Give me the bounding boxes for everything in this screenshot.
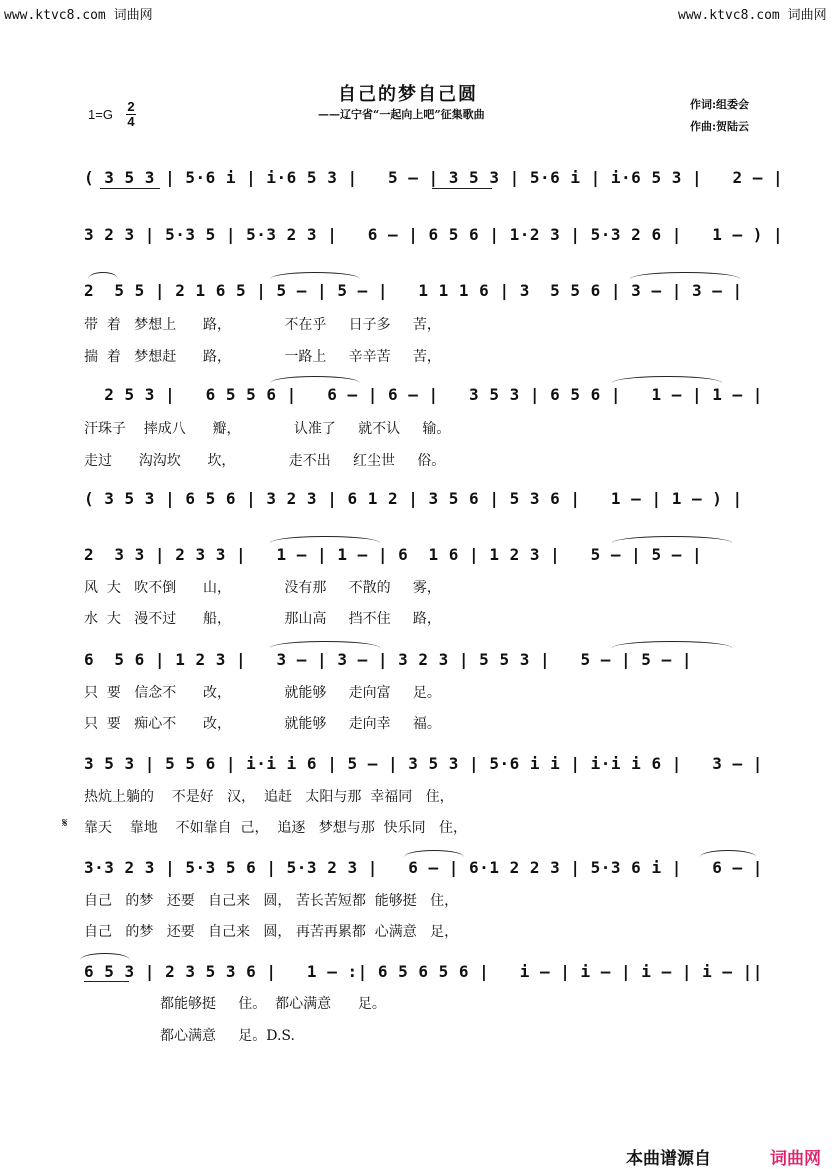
tie-mark — [270, 536, 380, 543]
tie-mark — [270, 376, 360, 383]
lyric-line-8a: 热炕上躺的 不是好 汉， 追赶 太阳与那 幸福同 住， — [84, 789, 454, 805]
lyric-line-10a: 都能够挺 住。 都心满意 足。 — [160, 996, 386, 1012]
slur-mark — [88, 272, 118, 279]
tie-mark — [270, 272, 360, 279]
lyricist-credit: 作词:组委会 — [690, 98, 750, 111]
lyric-line-8b: 靠天 靠地 不如靠自 己， 追逐 梦想与那 快乐同 住， — [84, 820, 468, 836]
score-line-9: 3·3 2 3 | 5·3 5 6 | 5·3 2 3 | 6 — | 6·1 2 2 3 | 5·3 6 i | 6 — | — [84, 858, 763, 877]
lyric-line-3b: 揣 着 梦想赶 路， 一路上 辛辛苦 苦， — [84, 349, 441, 365]
tie-mark — [270, 641, 380, 648]
score-line-5: ( 3 5 3 | 6 5 6 | 3 2 3 | 6 1 2 | 3 5 6 | 5 3 6 | 1 — | 1 — ) | — [84, 489, 743, 508]
lyric-line-4a: 汗珠子 摔成八 瓣， 认准了 就不认 输。 — [84, 421, 451, 437]
meter-top: 2 — [127, 99, 135, 114]
lyric-line-7a: 只 要 信念不 改， 就能够 走向富 足。 — [84, 685, 441, 701]
segno-icon: 𝄋 — [62, 816, 68, 831]
score-line-3: 2 5 5 | 2 1 6 5 | 5 — | 5 — | 1 1 1 6 | 3 5 5 6 | 3 — | 3 — | — [84, 281, 743, 300]
lyric-line-9b: 自己 的梦 还要 自己来 圆， 再苦再累都 心满意 足， — [84, 924, 459, 940]
score-line-1: ( 3 5 3 | 5·6 i | i·6 5 3 | 5 — | 3 5 3 | 5·6 i | i·6 5 3 | 2 — | — [84, 168, 784, 187]
beam-line — [100, 188, 160, 189]
score-line-4: 2 5 3 | 6 5 5 6 | 6 — | 6 — | 3 5 3 | 6 5 6 | 1 — | 1 — | — [84, 385, 763, 404]
footer-source-label: 本曲谱源自 — [626, 1149, 711, 1169]
lyric-line-6a: 风 大 吹不倒 山， 没有那 不散的 雾， — [84, 580, 441, 596]
song-title: 自己的梦自己圆 — [338, 84, 478, 105]
meter-bottom: 4 — [127, 114, 135, 129]
tie-mark — [612, 536, 732, 543]
composer-credit: 作曲:贺陆云 — [690, 120, 750, 133]
lyric-line-4b: 走过 沟沟坎 坎， 走不出 红尘世 俗。 — [84, 453, 446, 469]
lyric-line-10b: 都心满意 足。D.S. — [160, 1028, 295, 1044]
time-signature — [126, 101, 136, 128]
score-line-7: 6 5 6 | 1 2 3 | 3 — | 3 — | 3 2 3 | 5 5 3 | 5 — | 5 — | — [84, 650, 692, 669]
tie-mark — [630, 272, 740, 279]
lyric-line-9a: 自己 的梦 还要 自己来 圆， 苦长苦短都 能够挺 住， — [84, 893, 459, 909]
lyric-line-7b: 只 要 痴心不 改， 就能够 走向幸 福。 — [84, 716, 441, 732]
watermark-right: www.ktvc8.com 词曲网 — [678, 8, 827, 23]
watermark-left: www.ktvc8.com 词曲网 — [4, 8, 153, 23]
brand-logo-text: 词曲网 — [770, 1149, 821, 1169]
tie-mark — [612, 641, 732, 648]
lyric-line-6b: 水 大 漫不过 船， 那山高 挡不住 路， — [84, 611, 441, 627]
score-line-6: 2 3 3 | 2 3 3 | 1 — | 1 — | 6 1 6 | 1 2 3 | 5 — | 5 — | — [84, 545, 703, 564]
score-line-10: 6 5 3 | 2 3 5 3 6 | 1 — :| 6 5 6 5 6 | i — | i — | i — | i — || — [84, 962, 763, 981]
tie-mark — [404, 850, 464, 857]
key-signature: 1=G — [88, 107, 113, 122]
lyric-line-3a: 带 着 梦想上 路， 不在乎 日子多 苦， — [84, 317, 441, 333]
song-subtitle: ——辽宁省“一起向上吧”征集歌曲 — [318, 108, 485, 121]
score-line-8: 3 5 3 | 5 5 6 | i·i i 6 | 5 — | 3 5 3 | 5·6 i i | i·i i 6 | 3 — | — [84, 754, 763, 773]
beam-line — [84, 981, 129, 982]
tie-mark — [700, 850, 756, 857]
tie-mark — [612, 376, 722, 383]
slur-mark — [80, 953, 130, 960]
score-line-2: 3 2 3 | 5·3 5 | 5·3 2 3 | 6 — | 6 5 6 | 1·2 3 | 5·3 2 6 | 1 — ) | — [84, 225, 784, 244]
beam-line — [432, 188, 492, 189]
